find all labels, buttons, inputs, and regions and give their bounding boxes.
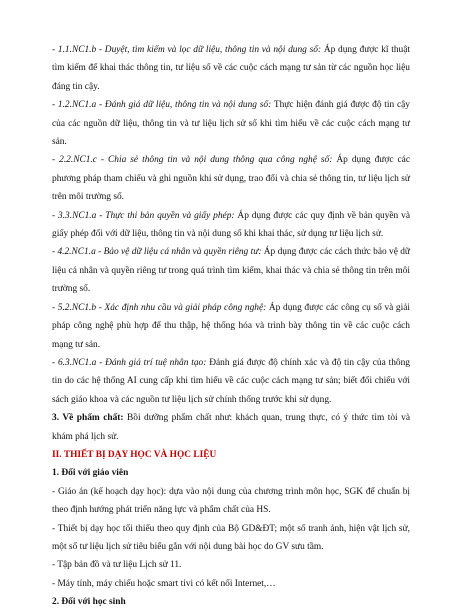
competency-item — [52, 41, 410, 96]
competency-code-title: - 6.3.NC1.a - Đánh giá trí tuệ nhân tạo: — [52, 357, 207, 368]
competency-item — [52, 151, 410, 206]
competency-item — [52, 207, 410, 244]
competency-code-title: - 5.2.NC1.b - Xác định nhu cầu và giải pháp công nghệ: — [52, 302, 267, 313]
competency-code-title: - 2.2.NC1.c - Chia sẻ thông tin và nội dung thông qua công nghệ số: — [52, 155, 333, 166]
competency-item — [52, 354, 410, 409]
competency-code-title: - 1.2.NC1.a - Đánh giá dữ liệu, thông tin và nội dung số: — [52, 100, 272, 111]
list-item: - Tập bản đồ và tư liệu Lịch sử 11. — [52, 560, 182, 571]
competency-item — [52, 96, 410, 151]
competency-text: Đánh giá được độ chính xác và độ tin cậy của thông tin do các hệ thống AI cung cấp khi tìm hiểu về các cuộc cách mạng tư sản; biết đối chiếu với sách giáo khoa và các nguồn tư liệu lịch sử chính thống trước khi sử dụng. — [52, 357, 410, 405]
competency-code-title: - 1.1.NC1.b - Duyệt, tìm kiếm và lọc dữ liệu, thông tin và nội dung số: — [52, 45, 322, 55]
competency-item — [52, 299, 410, 354]
competency-text: Áp dụng được các quy định về bản quyền và giấy phép đối với dữ liệu, thông tin và nội dung số khi khai thác, sử dụng tư liệu lịch sử. — [52, 210, 410, 240]
qualities-paragraph — [52, 409, 410, 446]
section-heading: II. THIẾT BỊ DẠY HỌC VÀ HỌC LIỆU — [52, 449, 217, 460]
competency-text: Áp dụng được kĩ thuật tìm kiếm để khai thác thông tin, tư liệu số về các cuộc cách mạng tư sản từ các nguồn học liệu đáng tin cậy. — [52, 45, 410, 92]
competency-text: Áp dụng được các phương pháp tham chiếu và ghi nguồn khi sử dụng, trao đổi và chia sẻ thông tin, tư liệu lịch sử trên môi trường số. — [52, 155, 410, 203]
list-item: - Máy tính, máy chiếu hoặc smart tivi có kết nối Internet,… — [52, 578, 276, 589]
list-item: - Giáo án (kế hoạch dạy học): dựa vào nội dung của chương trình môn học, SGK để chuẩn bị theo định hướng phát triển năng lực và phẩm chất của HS. — [52, 486, 410, 516]
competency-text: Áp dụng được các cách thức bảo vệ dữ liệu cá nhân và quyền riêng tư trong quá trình tìm kiếm, khai thác và chia sẻ thông tin trên môi trường số. — [52, 247, 410, 295]
competency-text: Áp dụng được các công cụ số và giải pháp công nghệ phù hợp để thu thập, hệ thống hóa và trình bày thông tin về các cuộc cách mạng tư sản. — [52, 302, 410, 350]
student-heading: 2. Đối với học sinh — [52, 597, 126, 608]
competency-text: Thực hiện đánh giá được độ tin cậy của các nguồn dữ liệu, thông tin và tư liệu lịch sử số khi tìm hiểu về các cuộc cách mạng tư sản. — [52, 100, 410, 148]
competency-item — [52, 243, 410, 298]
qualities-title: 3. Về phẩm chất: — [52, 413, 124, 424]
qualities-text: Bồi dưỡng phẩm chất như: khách quan, trung thực, có ý thức tìm tòi và khám phá lịch sử. — [52, 413, 410, 442]
competency-code-title: - 3.3.NC1.a - Thực thi bản quyền và giấy phép: — [52, 210, 235, 221]
list-item: - Thiết bị dạy học tối thiểu theo quy định của Bộ GD&ĐT; một số tranh ảnh, hiện vật lịch sử, một số tư liệu lịch sử tiêu biểu gắn với nội dung bài học do GV sưu tầm. — [52, 523, 410, 552]
competency-code-title: - 4.2.NC1.a - Bảo vệ dữ liệu cá nhân và quyền riêng tư: — [52, 247, 262, 258]
teacher-heading: 1. Đối với giáo viên — [52, 468, 129, 479]
